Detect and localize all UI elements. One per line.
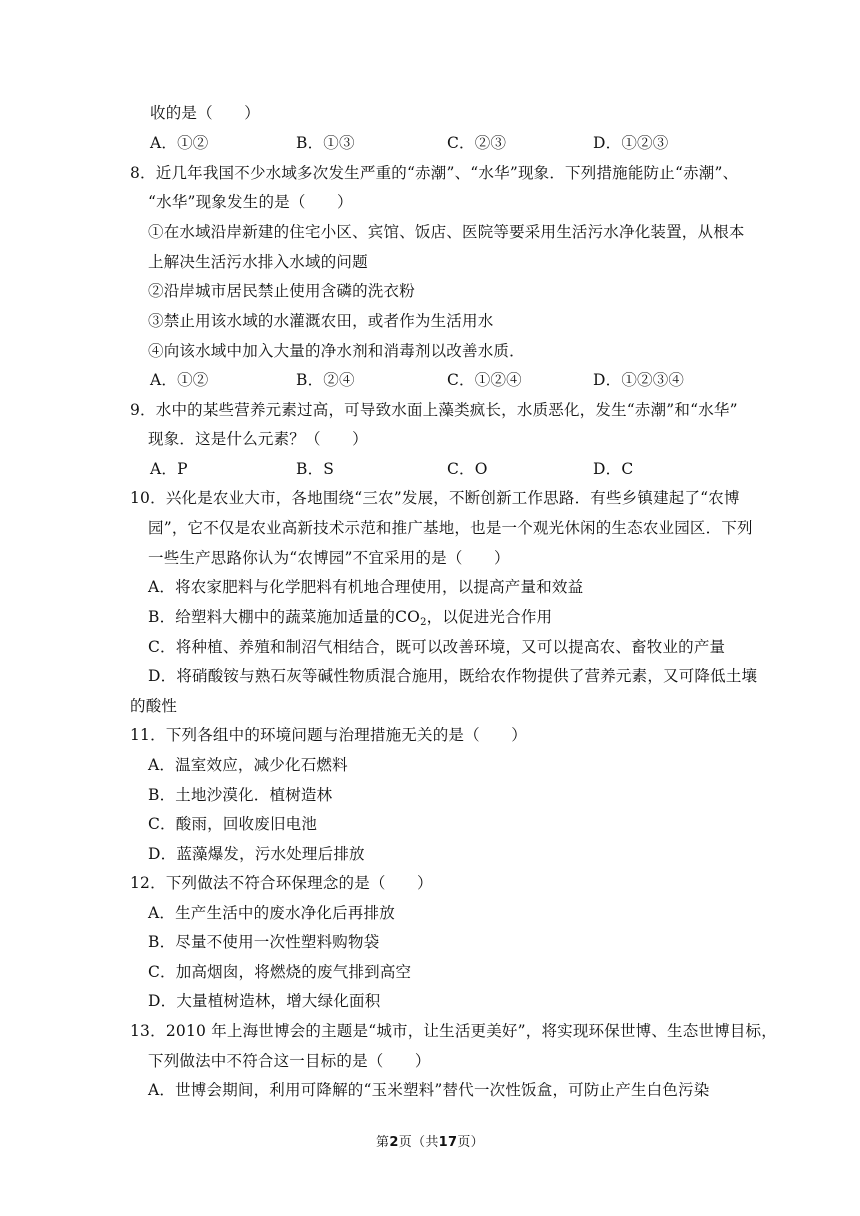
q13-stem-line2 xyxy=(0,1046,860,1076)
q8-item-4 xyxy=(0,336,860,366)
footer-total-pages: 17 xyxy=(438,1135,458,1150)
q8-item-2-text: ②沿岸城市居民禁止使用含磷的洗衣粉 xyxy=(148,282,415,300)
q10-stem-line3 xyxy=(0,543,860,573)
q8-options xyxy=(0,365,860,395)
q10-option-b-post: ，以促进光合作用 xyxy=(426,608,553,626)
q13-stem-text-2: 下列做法中不符合这一目标的是（ ） xyxy=(148,1052,431,1070)
q8-option-b: B．②④ xyxy=(296,371,355,389)
q8-item-1-text-b: 上解决生活污水排入水域的问题 xyxy=(148,253,368,271)
q12-stem xyxy=(0,868,860,898)
q10-option-b xyxy=(0,602,860,632)
q7-option-a: A．①② xyxy=(150,134,209,152)
q7-option-d: D．①②③ xyxy=(593,134,669,152)
q10-stem-line1 xyxy=(0,483,860,513)
q8-option-a: A．①② xyxy=(150,371,209,389)
q10-stem-line2 xyxy=(0,513,860,543)
q7-stem-continuation xyxy=(0,98,860,128)
q9-option-c: C．O xyxy=(447,460,488,478)
q10-option-d-text-2: 的酸性 xyxy=(130,697,178,715)
footer-middle: 页（共 xyxy=(398,1135,439,1150)
q8-item-3-text: ③禁止用该水域的水灌溉农田，或者作为生活用水 xyxy=(148,312,494,330)
q12-option-c xyxy=(0,957,860,987)
q10-option-c-text: C．将种植、养殖和制沼气相结合，既可以改善环境，又可以提高农、畜牧业的产量 xyxy=(148,638,726,656)
q12-option-a xyxy=(0,898,860,928)
q12-option-d-text: D．大量植树造林，增大绿化面积 xyxy=(148,992,381,1010)
q12-option-b-text: B．尽量不使用一次性塑料购物袋 xyxy=(148,933,380,951)
q9-option-b: B．S xyxy=(296,460,335,478)
q7-options xyxy=(0,128,860,158)
q9-stem-line1 xyxy=(0,395,860,425)
q12-option-a-text: A．生产生活中的废水净化后再排放 xyxy=(148,904,395,922)
q12-option-d xyxy=(0,986,860,1016)
q10-option-b-subscript: 2 xyxy=(420,617,427,628)
q8-option-c: C．①②④ xyxy=(447,371,522,389)
q12-option-c-text: C．加高烟囱，将燃烧的废气排到高空 xyxy=(148,963,412,981)
q11-option-c xyxy=(0,809,860,839)
q7-stem-text: 收的是（ ） xyxy=(150,104,260,122)
q13-option-a xyxy=(0,1075,860,1105)
q8-stem-line1 xyxy=(0,158,860,188)
q8-option-d: D．①②③④ xyxy=(593,371,685,389)
q7-option-c: C．②③ xyxy=(447,134,507,152)
q11-option-c-text: C．酸雨，回收废旧电池 xyxy=(148,815,318,833)
page-footer xyxy=(0,1131,860,1155)
q10-option-b-pre: B．给塑料大棚中的蔬菜施加适量的CO xyxy=(148,608,421,626)
q10-stem-text-2: 园”，它不仅是农业高新技术示范和推广基地，也是一个观光休闲的生态农业园区．下列 xyxy=(148,519,753,537)
q9-option-d: D．C xyxy=(593,460,634,478)
q10-stem-text-3: 一些生产思路你认为“农博园”不宜采用的是（ ） xyxy=(148,549,510,567)
footer-page-number: 2 xyxy=(389,1135,399,1150)
q10-option-c xyxy=(0,632,860,662)
q13-stem-text-1: 13．2010 年上海世博会的主题是“城市，让生活更美好”，将实现环保世博、生态世博目标， xyxy=(130,1022,777,1040)
q8-item-2 xyxy=(0,276,860,306)
q11-option-b-text: B．土地沙漠化．植树造林 xyxy=(148,786,333,804)
q11-option-d xyxy=(0,839,860,869)
q8-item-4-text: ④向该水域中加入大量的净水剂和消毒剂以改善水质． xyxy=(148,342,525,360)
q11-option-a-text: A．温室效应，减少化石燃料 xyxy=(148,756,348,774)
q8-stem-line2 xyxy=(0,187,860,217)
q12-option-b xyxy=(0,927,860,957)
q11-option-d-text: D．蓝藻爆发，污水处理后排放 xyxy=(148,845,365,863)
q8-item-3 xyxy=(0,306,860,336)
q10-option-d-line2 xyxy=(0,691,860,721)
q9-stem-text-1: 9．水中的某些营养元素过高，可导致水面上藻类疯长，水质恶化，发生“赤潮”和“水华” xyxy=(130,401,738,419)
q10-stem-text-1: 10．兴化是农业大市，各地围绕“三农”发展，不断创新工作思路．有些乡镇建起了“农博 xyxy=(130,489,740,507)
footer-suffix: 页） xyxy=(457,1135,484,1150)
footer-prefix: 第 xyxy=(376,1135,390,1150)
q13-option-a-text: A．世博会期间，利用可降解的“玉米塑料”替代一次性饭盒，可防止产生白色污染 xyxy=(148,1081,710,1099)
q10-option-a xyxy=(0,572,860,602)
q10-option-a-text: A．将农家肥料与化学肥料有机地合理使用，以提高产量和效益 xyxy=(148,578,584,596)
q9-stem-line2 xyxy=(0,424,860,454)
q8-item-1-line2 xyxy=(0,247,860,277)
q7-option-b: B．①③ xyxy=(296,134,355,152)
q9-options xyxy=(0,454,860,484)
q8-item-1-line1 xyxy=(0,217,860,247)
q13-stem-line1 xyxy=(0,1016,860,1046)
q11-stem-text: 11．下列各组中的环境问题与治理措施无关的是（ ） xyxy=(130,726,527,744)
q11-option-a xyxy=(0,750,860,780)
q8-stem-text-1: 8．近几年我国不少水域多次发生严重的“赤潮”、“水华”现象．下列措施能防止“赤潮”、 xyxy=(130,164,739,182)
q11-option-b xyxy=(0,780,860,810)
q10-option-d-line1 xyxy=(0,661,860,691)
q12-stem-text: 12．下列做法不符合环保理念的是（ ） xyxy=(130,874,433,892)
q8-stem-text-2: “水华”现象发生的是（ ） xyxy=(148,193,353,211)
q9-option-a: A．P xyxy=(150,460,188,478)
q10-option-b-text xyxy=(148,602,552,632)
q10-option-d-text-1: D．将硝酸铵与熟石灰等碱性物质混合施用，既给农作物提供了营养元素，又可降低土壤 xyxy=(148,667,758,685)
q9-stem-text-2: 现象．这是什么元素？（ ） xyxy=(148,430,368,448)
q11-stem xyxy=(0,720,860,750)
q8-item-1-text-a: ①在水域沿岸新建的住宅小区、宾馆、饭店、医院等要采用生活污水净化装置，从根本 xyxy=(148,223,745,241)
